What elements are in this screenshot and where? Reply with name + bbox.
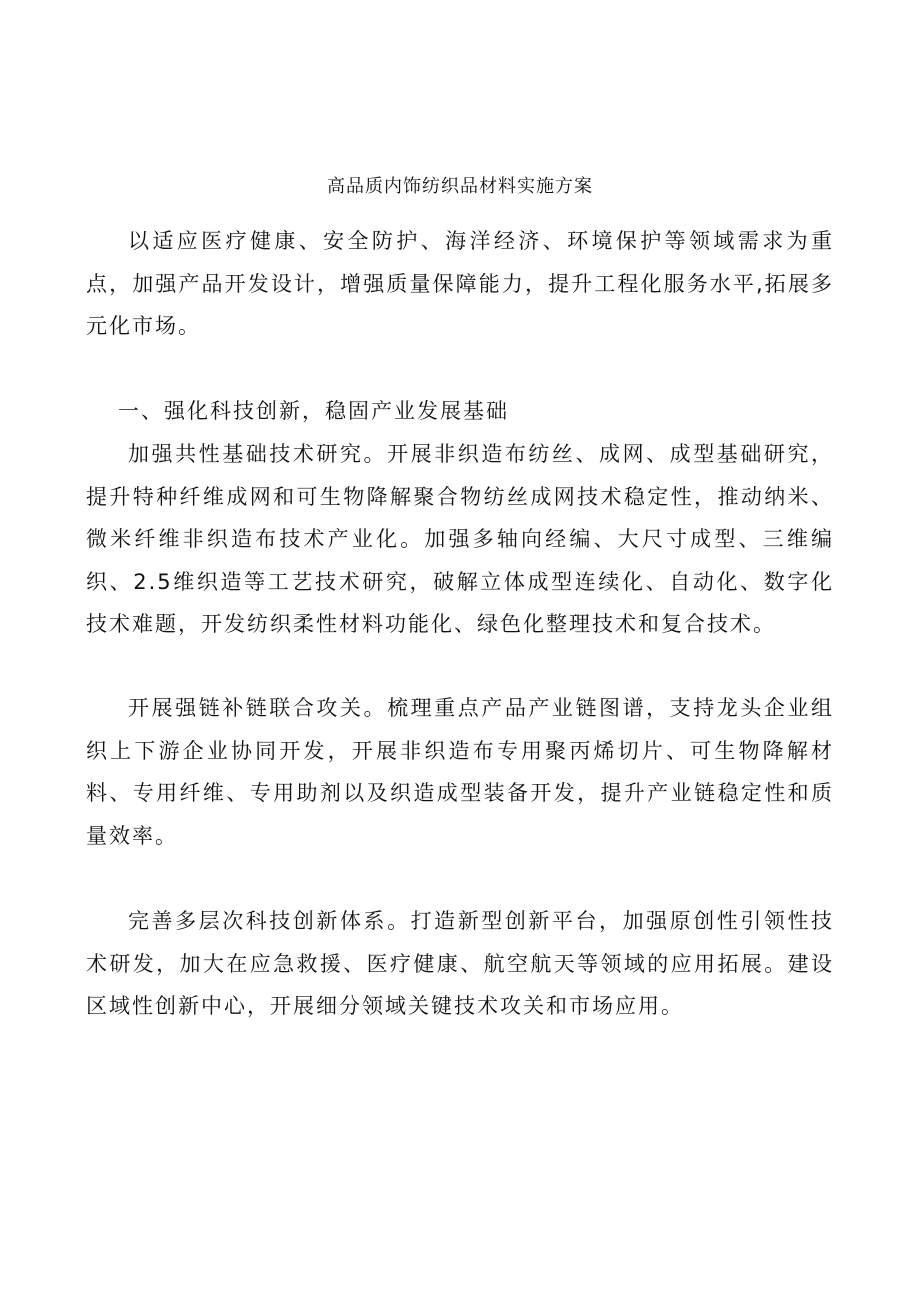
section-heading: 一、强化科技创新，稳固产业发展基础 — [118, 399, 509, 423]
body-paragraph: 开展强链补链联合攻关。梳理重点产品产业链图谱，支持龙头企业组织上下游企业协同开发，开展非织造布专用聚丙烯切片、可生物降解材料、专用纤维、专用助剂以及织造成型装备开发，提升产业链稳定性和质量效率。 — [86, 696, 834, 848]
document-title: 高品质内饰纺织品材料实施方案 — [327, 176, 593, 197]
body-paragraph: 加强共性基础技术研究。开展非织造布纺丝、成网、成型基础研究，提升特种纤维成网和可生物降解聚合物纺丝成网技术稳定性，推动纳米、微米纤维非织造布技术产业化。加强多轴向经编、大尺寸成型、三维编织、2.5维织造等工艺技术研究，破解立体成型连续化、自动化、数字化技术难题，开发纺织柔性材料功能化、绿色化整理技术和复合技术。 — [86, 442, 834, 636]
body-paragraph: 完善多层次科技创新体系。打造新型创新平台，加强原创性引领性技术研发，加大在应急救援、医疗健康、航空航天等领域的应用拓展。建设区域性创新中心，开展细分领域关键技术攻关和市场应用。 — [86, 909, 834, 1018]
intro-paragraph: 以适应医疗健康、安全防护、海洋经济、环境保护等领域需求为重点，加强产品开发设计，增强质量保障能力，提升工程化服务水平,拓展多元化市场。 — [86, 229, 834, 338]
